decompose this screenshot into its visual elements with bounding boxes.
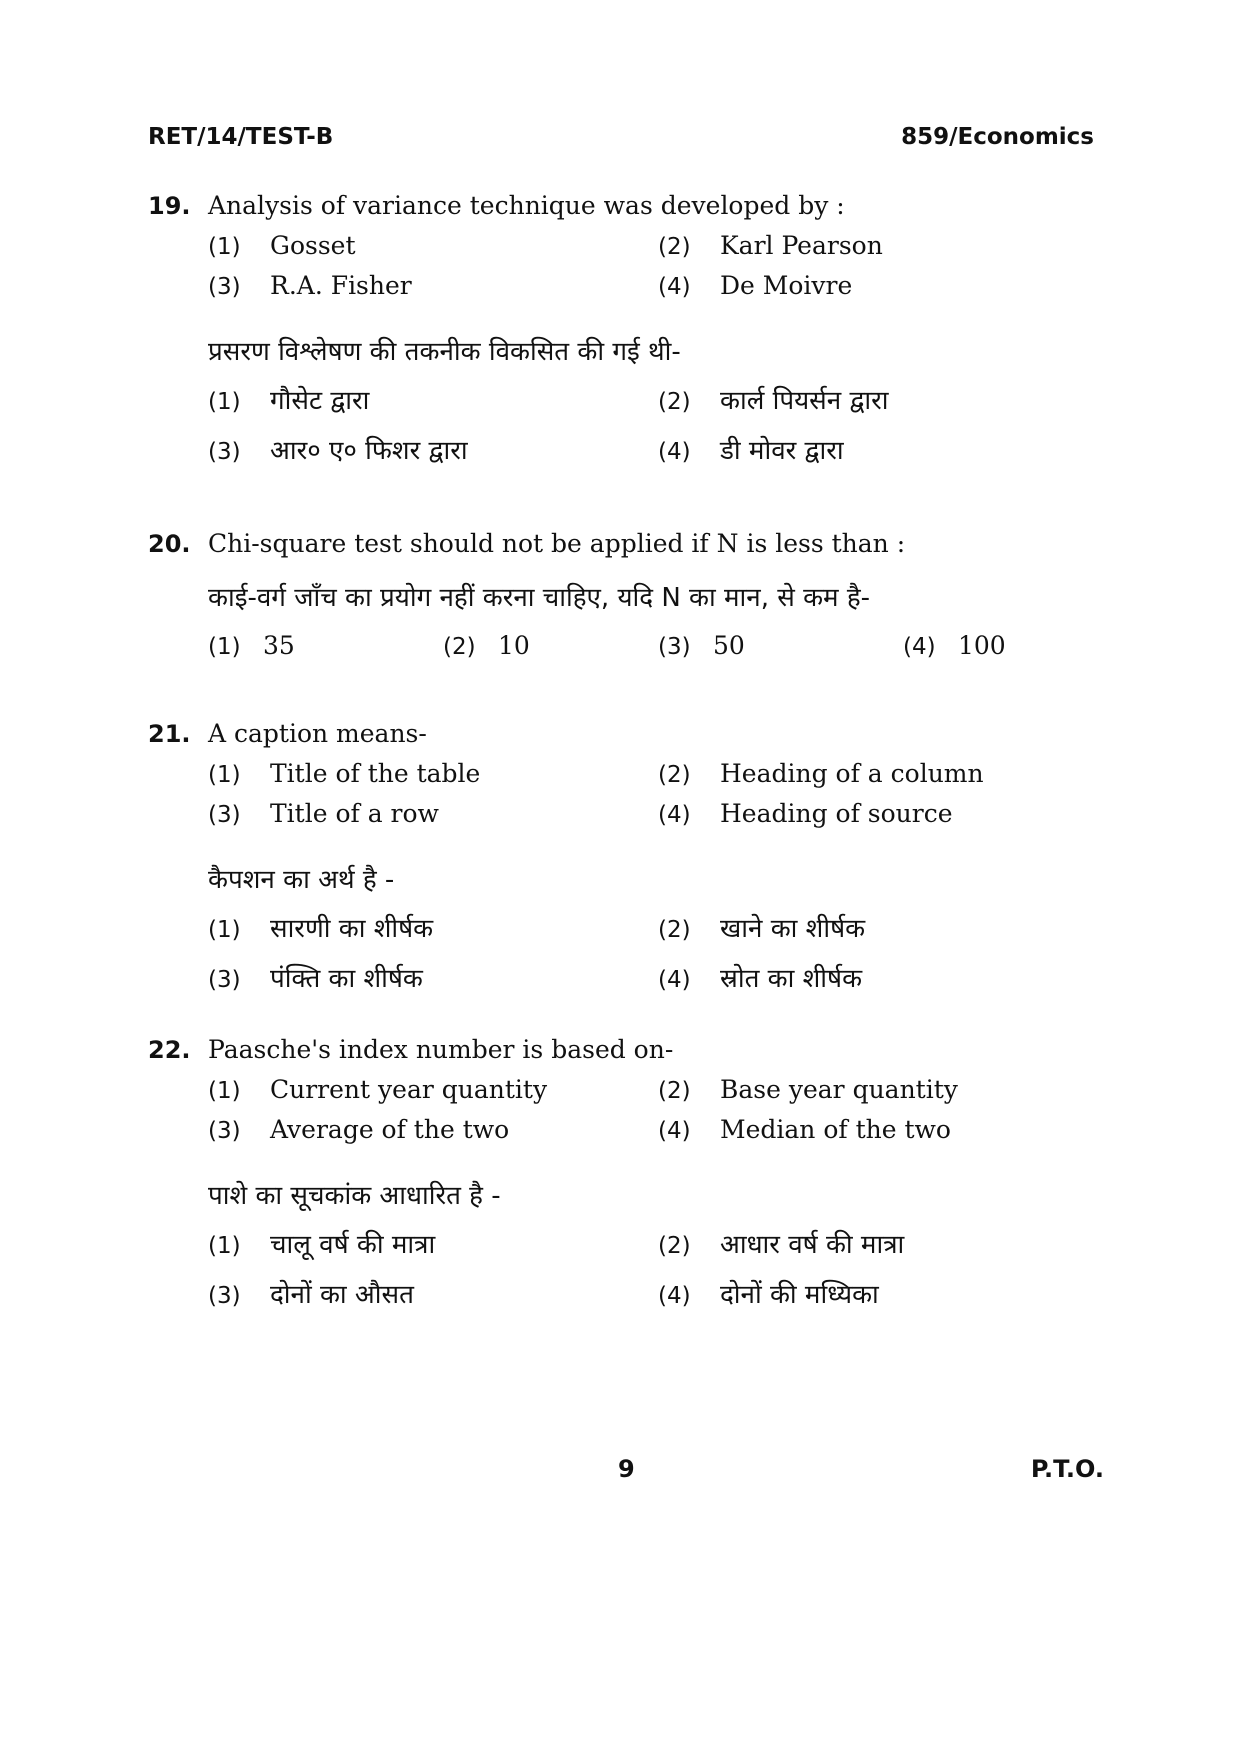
option-4-hi: (4) स्रोत का शीर्षक xyxy=(658,964,863,994)
option-3-en: (3) Average of the two xyxy=(208,1115,510,1144)
question-number: 22. xyxy=(148,1036,191,1064)
question-number: 21. xyxy=(148,720,191,748)
option-2-hi: (2) खाने का शीर्षक xyxy=(658,914,866,944)
question-text-en: A caption means- xyxy=(208,719,427,748)
question-text-hi: कैपशन का अर्थ है - xyxy=(208,865,395,895)
option-1-hi: (1) सारणी का शीर्षक xyxy=(208,914,434,944)
option-1-hi: (1) चालू वर्ष की मात्रा xyxy=(208,1230,436,1260)
option-1-hi: (1) गौसेट द्वारा xyxy=(208,386,370,416)
pto-label: P.T.O. xyxy=(1030,1455,1104,1483)
option-4-en: (4) De Moivre xyxy=(658,271,853,300)
option-2-en: (2) Heading of a column xyxy=(658,759,984,788)
question-text-hi: काई-वर्ग जाँच का प्रयोग नहीं करना चाहिए, यदि N का मान, से कम है- xyxy=(208,583,871,613)
option-4: (4) 100 xyxy=(903,631,1006,660)
question-text-en: Chi-square test should not be applied if N is less than : xyxy=(208,529,906,558)
option-3-hi: (3) पंक्ति का शीर्षक xyxy=(208,964,423,994)
option-2-en: (2) Base year quantity xyxy=(658,1075,958,1104)
page-number: 9 xyxy=(618,1455,635,1483)
question-text-en: Analysis of variance technique was developed by : xyxy=(208,191,845,220)
question-text-hi: प्रसरण विश्लेषण की तकनीक विकसित की गई थी- xyxy=(208,337,681,367)
question-19 xyxy=(148,186,1108,476)
test-code: RET/14/TEST-B xyxy=(148,124,334,150)
question-20 xyxy=(148,524,1108,666)
question-22 xyxy=(148,1030,1108,1320)
option-3-en: (3) Title of a row xyxy=(208,799,439,828)
question-text-en: Paasche's index number is based on- xyxy=(208,1035,674,1064)
option-2: (2) 10 xyxy=(443,631,530,660)
option-1: (1) 35 xyxy=(208,631,295,660)
question-number: 19. xyxy=(148,192,191,220)
option-2-hi: (2) आधार वर्ष की मात्रा xyxy=(658,1230,905,1260)
option-3-hi: (3) आर० ए० फिशर द्वारा xyxy=(208,436,468,466)
question-number: 20. xyxy=(148,530,191,558)
subject-code: 859/Economics xyxy=(901,124,1094,150)
question-text-hi: पाशे का सूचकांक आधारित है - xyxy=(208,1181,501,1211)
option-2-hi: (2) कार्ल पियर्सन द्वारा xyxy=(658,386,889,416)
option-1-en: (1) Gosset xyxy=(208,231,356,260)
option-4-en: (4) Median of the two xyxy=(658,1115,951,1144)
option-4-hi: (4) डी मोवर द्वारा xyxy=(658,436,844,466)
option-3-en: (3) R.A. Fisher xyxy=(208,271,412,300)
option-3-hi: (3) दोनों का औसत xyxy=(208,1280,414,1310)
question-21 xyxy=(148,714,1108,1004)
option-2-en: (2) Karl Pearson xyxy=(658,231,883,260)
option-4-hi: (4) दोनों की मध्यिका xyxy=(658,1280,879,1310)
page-header xyxy=(148,124,1094,156)
page-footer xyxy=(148,1455,1104,1489)
option-1-en: (1) Current year quantity xyxy=(208,1075,548,1104)
option-1-en: (1) Title of the table xyxy=(208,759,481,788)
option-3: (3) 50 xyxy=(658,631,745,660)
option-4-en: (4) Heading of source xyxy=(658,799,953,828)
